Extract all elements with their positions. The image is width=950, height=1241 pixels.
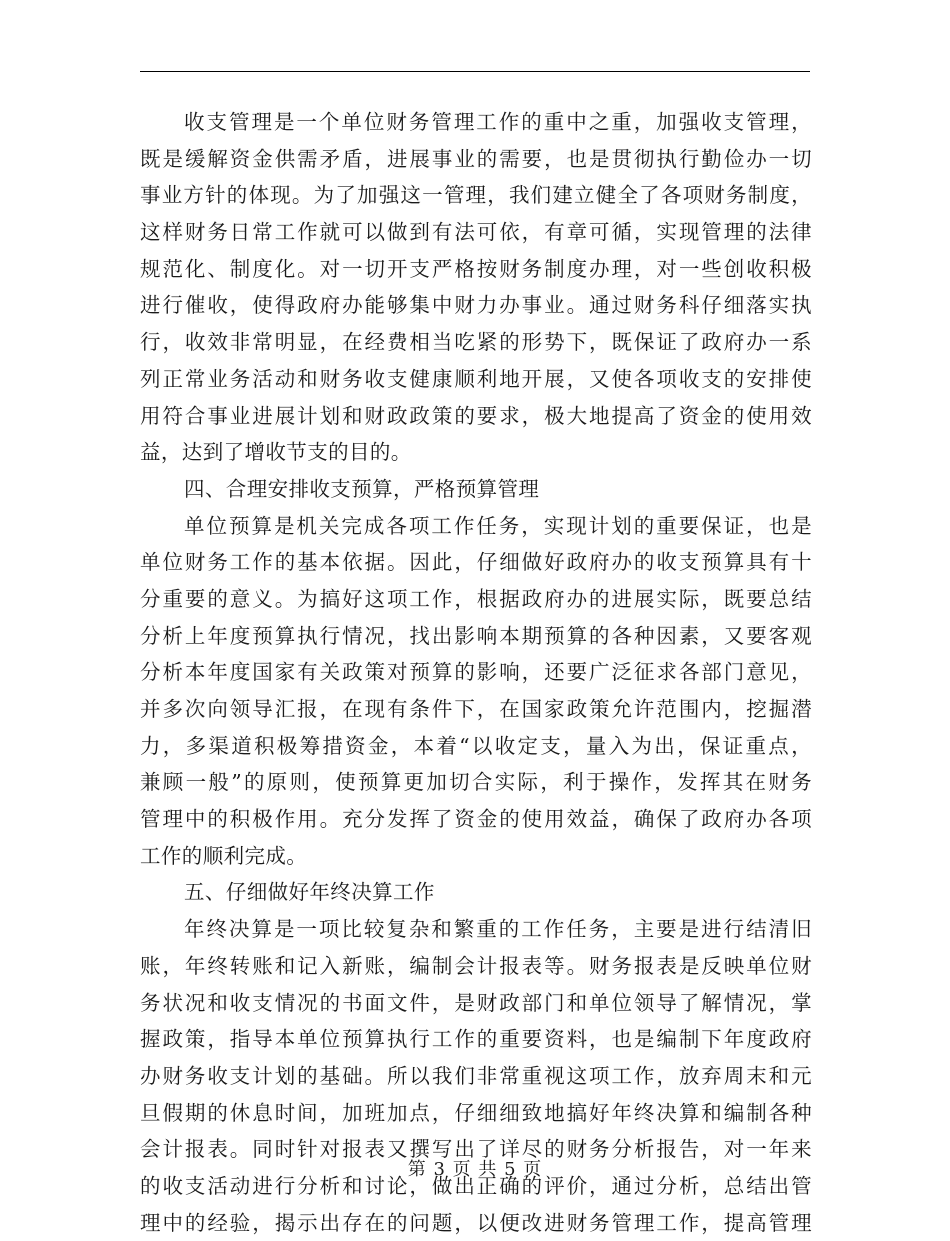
paragraph-line: 理中的经验，揭示出存在的问题，以便改进财务管理工作，提高管理: [140, 1210, 812, 1235]
paragraph-line: 用符合事业进展计划和财政政策的要求，极大地提高了资金的使用效: [140, 403, 812, 428]
paragraph-line: 管理中的积极作用。充分发挥了资金的使用效益，确保了政府办各项: [140, 807, 812, 832]
paragraph-line: 的收支活动进行分析和讨论，做出正确的评价，通过分析，总结出管: [140, 1173, 812, 1198]
paragraph-line: 进行催收，使得政府办能够集中财力办事业。通过财务科仔细落实执: [140, 293, 812, 318]
paragraph-line: 务状况和收支情况的书面文件，是财政部门和单位领导了解情况，掌: [140, 990, 812, 1015]
paragraph-line: 单位预算是机关完成各项工作任务，实现计划的重要保证，也是: [184, 513, 812, 538]
paragraph-line: 分析上年度预算执行情况，找出影响本期预算的各种因素，又要客观: [140, 623, 812, 648]
paragraph-line: 分重要的意义。为搞好这项工作，根据政府办的进展实际，既要总结: [140, 586, 812, 611]
paragraph-line: 工作的顺利完成。: [140, 843, 308, 868]
paragraph-line: 事业方针的体现。为了加强这一管理，我们建立健全了各项财务制度，: [140, 183, 812, 208]
paragraph-line: 会计报表。同时针对报表又撰写出了详尽的财务分析报告，对一年来: [140, 1137, 812, 1162]
paragraph-line: 办财务收支计划的基础。所以我们非常重视这项工作，放弃周末和元: [140, 1063, 812, 1088]
paragraph-line: 力，多渠道积极筹措资金，本着“以收定支，量入为出，保证重点，: [140, 733, 812, 758]
paragraph-line: 单位财务工作的基本依据。因此，仔细做好政府办的收支预算具有十: [140, 550, 812, 575]
paragraph-line: 兼顾一般”的原则，使预算更加切合实际，利于操作，发挥其在财务: [140, 770, 812, 795]
document-body: [140, 104, 812, 1241]
paragraph-line: 列正常业务活动和财务收支健康顺利地开展，又使各项收支的安排使: [140, 366, 812, 391]
section-heading: 五、仔细做好年终决算工作: [184, 880, 435, 905]
header-rule: [140, 71, 810, 72]
paragraph-line: 年终决算是一项比较复杂和繁重的工作任务，主要是进行结清旧: [184, 917, 812, 942]
paragraph-line: 握政策，指导本单位预算执行工作的重要资料，也是编制下年度政府: [140, 1027, 812, 1052]
paragraph-line: 分析本年度国家有关政策对预算的影响，还要广泛征求各部门意见，: [140, 660, 812, 685]
page-number-footer: 第 3 页 共 5 页: [407, 1159, 543, 1180]
paragraph-line: 既是缓解资金供需矛盾，进展事业的需要，也是贯彻执行勤俭办一切: [140, 146, 812, 171]
paragraph-line: 账，年终转账和记入新账，编制会计报表等。财务报表是反映单位财: [140, 953, 812, 978]
paragraph-line: 收支管理是一个单位财务管理工作的重中之重，加强收支管理，: [184, 110, 812, 134]
paragraph-line: 并多次向领导汇报，在现有条件下，在国家政策允许范围内，挖掘潜: [140, 697, 812, 721]
paragraph-line: 这样财务日常工作就可以做到有法可依，有章可循，实现管理的法律: [140, 220, 812, 245]
section-heading: 四、合理安排收支预算，严格预算管理: [184, 476, 540, 501]
paragraph-line: 益，达到了增收节支的目的。: [140, 440, 412, 465]
paragraph-line: 旦假期的休息时间，加班加点，仔细细致地搞好年终决算和编制各种: [140, 1100, 812, 1125]
paragraph-line: 规范化、制度化。对一切开支严格按财务制度办理，对一些创收积极: [140, 256, 812, 281]
paragraph-line: 行，收效非常明显，在经费相当吃紧的形势下，既保证了政府办一系: [140, 330, 812, 355]
